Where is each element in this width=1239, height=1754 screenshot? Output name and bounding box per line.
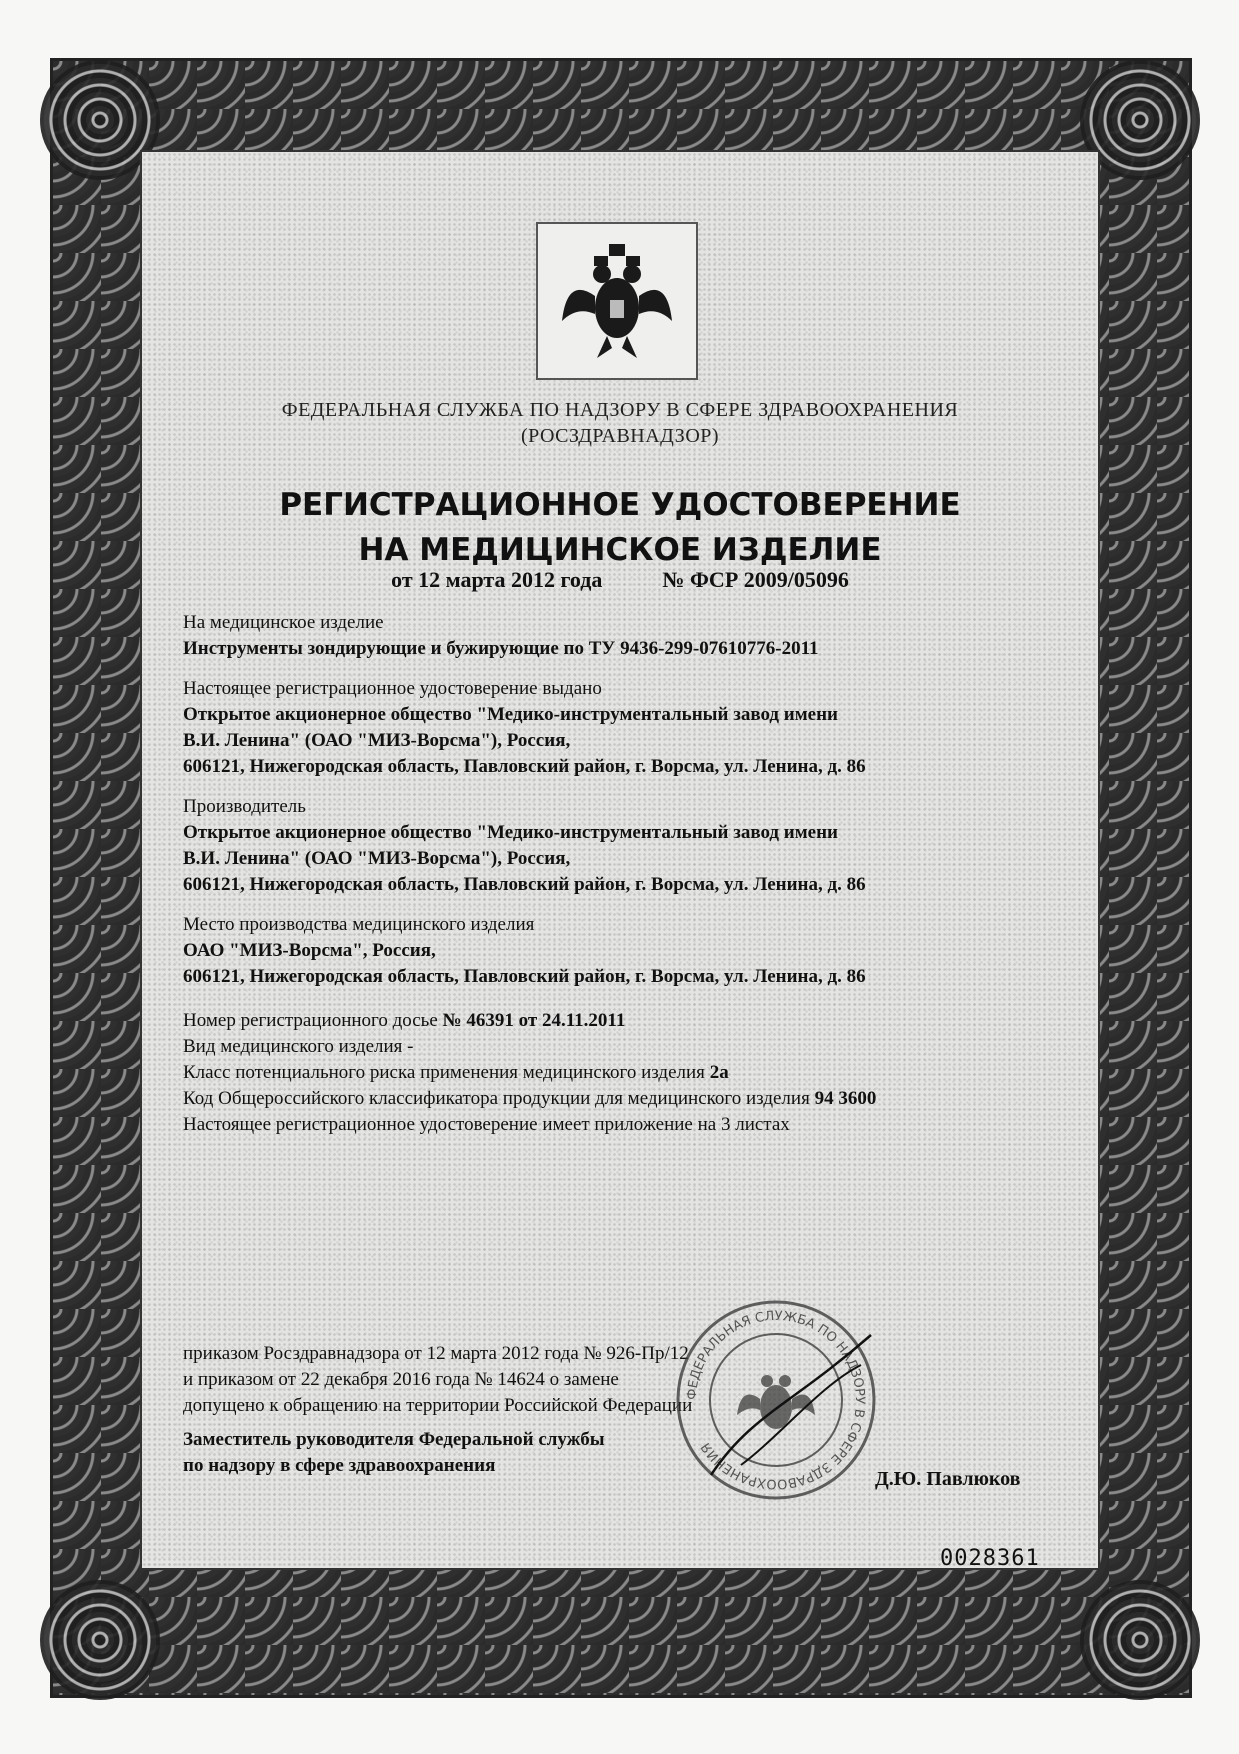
registration-number: № ФСР 2009/05096 bbox=[662, 567, 849, 592]
title-line-1: РЕГИСТРАЦИОННОЕ УДОСТОВЕРЕНИЕ bbox=[279, 487, 961, 523]
device-label: На медицинское изделие bbox=[183, 612, 384, 633]
production-site-section bbox=[183, 912, 1063, 990]
signatory-name: Д.Ю. Павлюков bbox=[875, 1468, 1021, 1490]
dossier-value: № 46391 от 24.11.2011 bbox=[442, 1010, 626, 1031]
manufacturer-line: 606121, Нижегородская область, Павловский район, г. Ворсма, ул. Ленина, д. 86 bbox=[183, 874, 866, 895]
issued-to-label: Настоящее регистрационное удостоверение выдано bbox=[183, 678, 602, 699]
issued-to-section bbox=[183, 676, 1063, 780]
agency-abbreviation: (РОСЗДРАВНАДЗОР) bbox=[520, 425, 720, 447]
device-value: Инструменты зондирующие и бужирующие по ТУ 9436-299-07610776-2011 bbox=[183, 638, 819, 659]
seal-text: ФЕДЕРАЛЬНАЯ СЛУЖБА ПО НАДЗОРУ В СФЕРЕ ЗДРАВООХРАНЕНИЯ bbox=[684, 1308, 868, 1492]
form-serial-number: 0028361 bbox=[940, 1546, 1040, 1571]
document-title bbox=[140, 483, 1100, 573]
title-line-2: НА МЕДИЦИНСКОЕ ИЗДЕЛИЕ bbox=[358, 532, 882, 568]
certificate-body bbox=[183, 610, 1063, 1138]
issued-to-line: Открытое акционерное общество "Медико-инструментальный завод имени bbox=[183, 704, 838, 725]
order-line-2: и приказом от 22 декабря 2016 года № 14624 о замене bbox=[183, 1369, 619, 1390]
dossier-label: Номер регистрационного досье bbox=[183, 1010, 438, 1031]
okp-label: Код Общероссийского классификатора продукции для медицинского изделия bbox=[183, 1088, 810, 1109]
issuing-agency bbox=[140, 397, 1100, 449]
manufacturer-line: Открытое акционерное общество "Медико-инструментальный завод имени bbox=[183, 822, 838, 843]
issued-to-line: 606121, Нижегородская область, Павловский район, г. Ворсма, ул. Ленина, д. 86 bbox=[183, 756, 866, 777]
manufacturer-line: В.И. Ленина" (ОАО "МИЗ-Ворсма"), Россия, bbox=[183, 848, 571, 869]
manufacturer-section bbox=[183, 794, 1063, 898]
approval-block bbox=[183, 1341, 1063, 1479]
border-ornament-bottom-right bbox=[1080, 1580, 1200, 1700]
double-headed-eagle-icon bbox=[552, 236, 682, 366]
signatory-title-1: Заместитель руководителя Федеральной службы bbox=[183, 1429, 605, 1450]
border-ornament-bottom-left bbox=[40, 1580, 160, 1700]
device-section bbox=[183, 610, 1063, 662]
dossier-line bbox=[183, 1008, 1063, 1034]
risk-class-label: Класс потенциального риска применения медицинского изделия bbox=[183, 1062, 705, 1083]
production-site-line: ОАО "МИЗ-Ворсма", Россия, bbox=[183, 940, 436, 961]
okp-value: 94 3600 bbox=[814, 1088, 877, 1109]
production-site-line: 606121, Нижегородская область, Павловский район, г. Ворсма, ул. Ленина, д. 86 bbox=[183, 966, 866, 987]
manufacturer-label: Производитель bbox=[183, 796, 306, 817]
order-line-3: допущено к обращению на территории Российской Федерации bbox=[183, 1395, 693, 1416]
signatory-title-2: по надзору в сфере здравоохранения bbox=[183, 1455, 496, 1476]
order-line-1: приказом Росздравнадзора от 12 марта 2012 года № 926-Пр/12 bbox=[183, 1343, 689, 1364]
issue-date-and-number bbox=[140, 567, 1100, 593]
official-seal-stamp bbox=[671, 1295, 881, 1505]
appendix-note: Настоящее регистрационное удостоверение имеет приложение на 3 листах bbox=[183, 1114, 790, 1135]
agency-name: ФЕДЕРАЛЬНАЯ СЛУЖБА ПО НАДЗОРУ В СФЕРЕ ЗДРАВООХРАНЕНИЯ bbox=[281, 399, 959, 421]
issue-date: от 12 марта 2012 года bbox=[391, 567, 603, 592]
risk-class-value: 2а bbox=[709, 1062, 729, 1083]
risk-class-line bbox=[183, 1060, 1063, 1086]
device-kind: Вид медицинского изделия - bbox=[183, 1036, 414, 1057]
coat-of-arms-emblem bbox=[536, 222, 698, 380]
production-site-label: Место производства медицинского изделия bbox=[183, 914, 535, 935]
okp-line bbox=[183, 1086, 1063, 1112]
issued-to-line: В.И. Ленина" (ОАО "МИЗ-Ворсма"), Россия, bbox=[183, 730, 571, 751]
